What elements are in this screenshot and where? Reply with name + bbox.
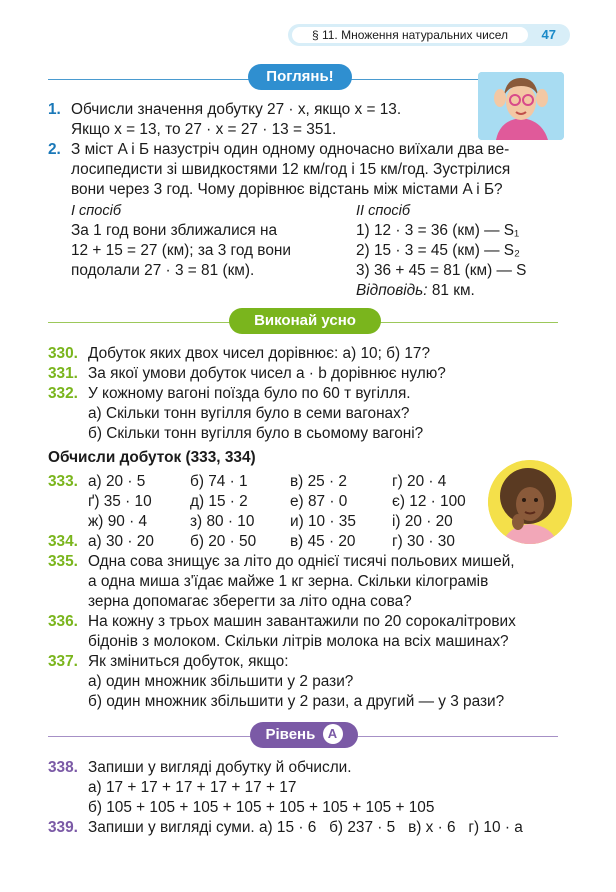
method-2-text: 1) 12 · 3 = 36 (км) — S₁ [356,222,520,239]
exercise-number: 336. [48,613,78,630]
method-2-title: ІІ спосіб [356,203,411,219]
cell: в) 25 · 2 [290,473,347,490]
item-number: 2. [48,141,61,158]
cell: ґ) 35 · 10 [88,493,152,510]
girl-thinking-photo [488,460,572,544]
cell: е) 87 · 0 [290,493,348,510]
exercise-number: 335. [48,553,78,570]
exercise-number: 338. [48,759,78,776]
method-2-text: 2) 15 · 3 = 45 (км) — S₂ [356,242,520,259]
exercise-number: 337. [48,653,78,670]
look-text: Якщо x = 13, то 27 · x = 27 · 13 = 351. [71,121,337,138]
exercise-text: Одна сова знищує за літо до однієї тисячі польових мишей, [88,553,515,570]
subheading: Обчисли добуток (333, 334) [48,449,256,466]
cell: б) 74 · 1 [190,473,248,490]
method-1-text: За 1 год вони зближалися на [71,222,278,239]
exercise-number: 339. [48,819,78,836]
section-banner-level [250,722,358,748]
exercise-text: Добуток яких двох чисел дорівнює: а) 10; б) 17? [88,345,431,362]
exercise-text: б) 105 + 105 + 105 + 105 + 105 + 105 + 105 + 105 [88,799,435,816]
exercise-text: бідонів з молоком. Скільки літрів молока на всіх машинах? [88,633,509,650]
item-number: 1. [48,101,61,118]
look-text: вони через 3 год. Чому дорівнює відстань між містами A і Б? [71,181,503,198]
cell: в) 45 · 20 [290,533,356,550]
cell: є) 12 · 100 [392,493,466,510]
exercise-text: б) один множник збільшити у 2 рази, а другий — у 3 рази? [88,693,505,710]
cell: г) 30 · 30 [392,533,455,550]
exercise-text: Запиши у вигляді добутку й обчисли. [88,759,352,776]
girl-photo [478,72,564,140]
cell: д) 15 · 2 [190,493,248,510]
exercise-number: 333. [48,473,78,490]
answer-label: Відповідь: [356,282,428,299]
cell: г) 20 · 4 [392,473,447,490]
exercise-text: Як зміниться добуток, якщо: [88,653,289,670]
level-word: Рівень [265,726,316,743]
method-2-answer [356,281,475,301]
cell: з) 80 · 10 [190,513,255,530]
exercise-number: 330. [48,345,78,362]
cell: ж) 90 · 4 [88,513,148,530]
exercise-number: 331. [48,365,78,382]
exercise-text: У кожному вагоні поїзда було по 60 т вугілля. [88,385,411,402]
exercise-text: а) Скільки тонн вугілля було в семи вагонах? [88,405,410,422]
exercise-text: На кожну з трьох машин завантажили по 20 сорокалітрових [88,613,516,630]
exercise-text: Запиши у вигляді суми. а) 15 · 6 б) 237 · 5 в) x · 6 г) 10 · a [88,819,523,836]
exercise-text: За якої умови добуток чисел a · b дорівнює нулю? [88,365,446,382]
exercise-text: б) Скільки тонн вугілля було в сьомому вагоні? [88,425,424,442]
method-1-title: І спосіб [71,203,121,219]
answer-value: 81 км. [427,282,475,299]
exercise-text: а) один множник збільшити у 2 рази? [88,673,354,690]
look-text: лосипедисти зі швидкостями 12 км/год і 15 км/год. Зустрілися [71,161,511,178]
cell: і) 20 · 20 [392,513,453,530]
method-2-text: 3) 36 + 45 = 81 (км) — S [356,262,527,279]
cell: а) 30 · 20 [88,533,154,550]
cell: б) 20 · 50 [190,533,257,550]
method-1-text: подолали 27 · 3 = 81 (км). [71,262,255,279]
header-title: § 11. Множення натуральних чисел [292,27,528,43]
exercise-number: 332. [48,385,78,402]
level-badge: А [323,724,343,744]
cell: и) 10 · 35 [290,513,356,530]
page-number: 47 [541,27,556,42]
section-banner-oral: Виконай усно [229,308,381,334]
method-1-text: 12 + 15 = 27 (км); за 3 год вони [71,242,291,259]
look-text: Обчисли значення добутку 27 · x, якщо x = 13. [71,101,402,118]
look-text: З міст A і Б назустріч один одному одночасно виїхали два ве- [71,141,510,158]
page-header [288,24,570,46]
section-banner-look: Поглянь! [248,64,352,90]
exercise-number: 334. [48,533,78,550]
exercise-text: зерна допомагає зберегти за літо одна сова? [88,593,412,610]
exercise-text: а) 17 + 17 + 17 + 17 + 17 + 17 [88,779,297,796]
exercise-text: а одна миша з'їдає майже 1 кг зерна. Скільки кілограмів [88,573,489,590]
cell: а) 20 · 5 [88,473,146,490]
